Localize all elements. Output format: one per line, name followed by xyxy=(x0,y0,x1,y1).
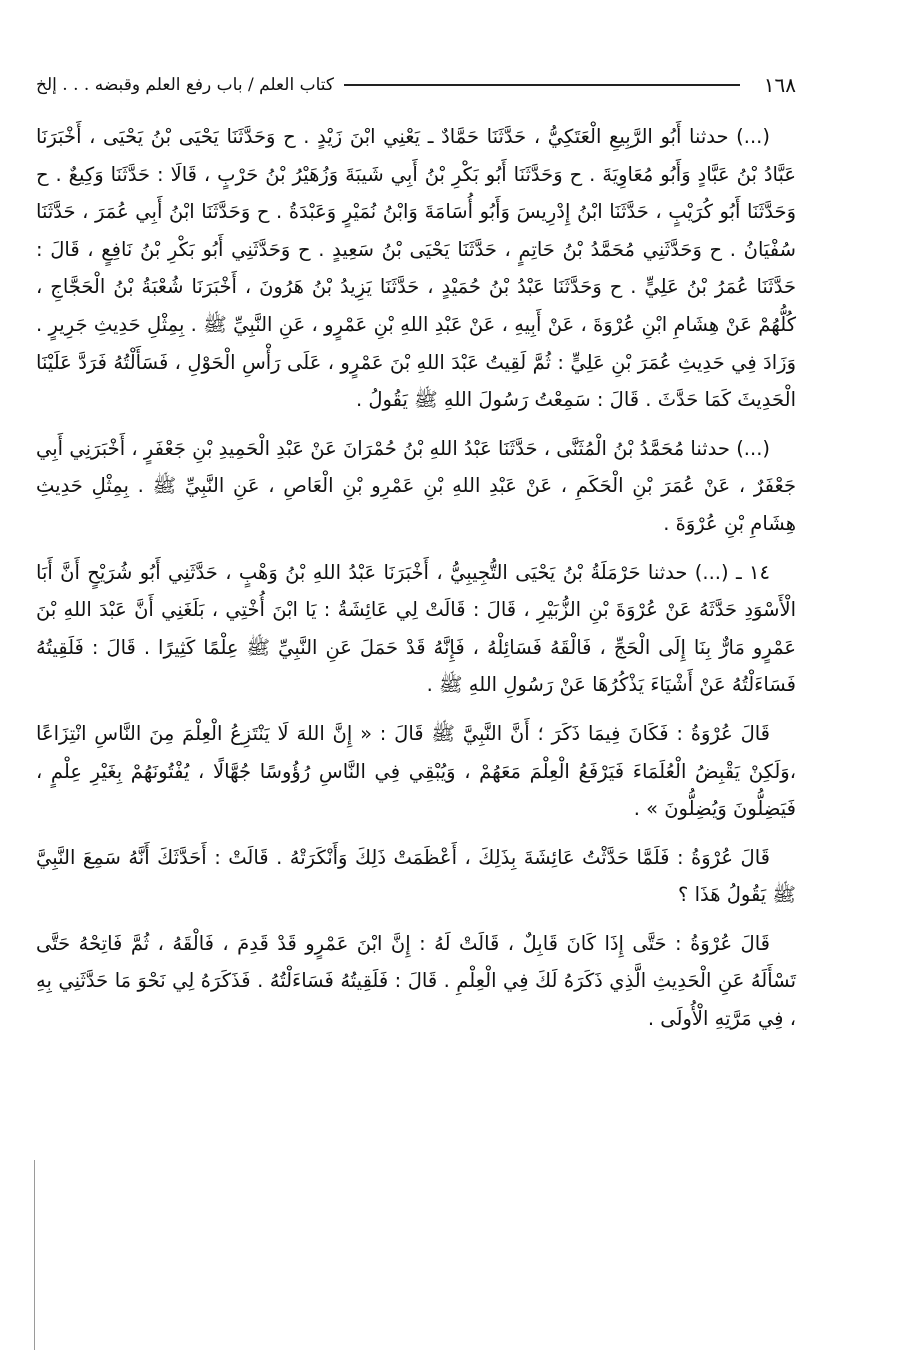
hadith-paragraph: (...) حدثنا أَبُو الرَّبِيعِ الْعَتَكِيُّ ، حَدَّثَنَا حَمَّادٌ ـ يَعْنِي ابْنَ زَيْدٍ . ح وَحَدَّثَنَا يَحْيَى بْنُ يَحْيَى ، أَخْبَرَنَا عَبَّادُ بْنُ عَبَّادٍ وَأَبُو مُعَاوِيَةَ . ح وَحَدَّثَنَا أَبُو بَكْرِ بْنُ أَبِي شَيبَةَ وَزُهَيْرُ بْنُ حَرْبٍ ، قَالَا : حَدَّثَنَا وَكِيعٌ . ح وَحَدَّثَنَا أَبُو كُرَيْبٍ ، حَدَّثَنَا ابْنُ إِدْرِيسَ وَأَبُو أُسَامَةَ وَابْنُ نُمَيْرٍ وَعَبْدَةُ . ح وَحَدَّثَنَا ابْنُ أَبِي عُمَرَ ، حَدَّثَنَا سُفْيَانُ . ح وَحَدَّثَنِي مُحَمَّدُ بْنُ حَاتِمٍ ، حَدَّثَنَا يَحْيَى بْنُ سَعِيدٍ . ح وَحَدَّثَنِي أَبُو بَكْرِ بْنُ نَافِعٍ ، قَالَ : حَدَّثَنَا عُمَرُ بْنُ عَلِيٍّ . ح وَحَدَّثَنَا عَبْدُ بْنُ حُمَيْدٍ ، حَدَّثَنَا يَزِيدُ بْنُ هَرُونَ ، أَخْبَرَنَا شُعْبَةُ بْنُ الْحَجَّاجِ ، كُلُّهُمْ عَنْ هِشَامِ ابْنِ عُرْوَةَ ، عَنْ أَبِيهِ ، عَنْ عَبْدِ اللهِ بْنِ عَمْرٍو ، عَنِ النَّبِيِّ ﷺ . بِمِثْلِ حَدِيثِ جَرِيرٍ . وَزَادَ فِي حَدِيثِ عُمَرَ بْنِ عَلِيٍّ : ثُمَّ لَقِيتُ عَبْدَ اللهِ بْنَ عَمْرٍو ، عَلَى رَأْسِ الْحَوْلِ ، فَسَأَلْتُهُ فَرَدَّ عَلَيْنَا الْحَدِيثَ كَمَا حَدَّثَ . قَالَ : سَمِعْتُ رَسُولَ اللهِ ﷺ يَقُولُ . xyxy=(36,125,796,412)
header-rule xyxy=(344,84,740,86)
page-body xyxy=(36,118,796,1049)
hadith-paragraph: (...) حدثنا مُحَمَّدُ بْنُ الْمُثَنَّى ، حَدَّثَنَا عَبْدُ اللهِ بْنُ حُمْرَانَ عَنْ عَبْدِ الْحَمِيدِ بْنِ جَعْفَرٍ ، أَخْبَرَنِي أَبِي جَعْفَرٌ ، عَنْ عُمَرَ بْنِ الْحَكَمِ ، عَنْ عَبْدِ اللهِ بْنِ عَمْرِو بْنِ الْعَاصِ ، عَنِ النَّبِيِّ ﷺ . بِمِثْلِ حَدِيثِ هِشَامِ بْنِ عُرْوَةَ . xyxy=(36,436,796,535)
hadith-paragraph: ١٤ ـ (...) حدثنا حَرْمَلَةُ بْنُ يَحْيَى التُّجِيبِيُّ ، أَخْبَرَنَا عَبْدُ اللهِ بْنُ وَهْبٍ ، حَدَّثَنِي أَبُو شُرَيْحٍ أَنَّ أَبَا الْأَسْوَدِ حَدَّثَهُ عَنْ عُرْوَةَ بْنِ الزُّبَيْرِ ، قَالَ : قَالَتْ لِي عَائِشَةُ : يَا ابْنَ أُخْتِي ، بَلَغَنِي أَنَّ عَبْدَ اللهِ بْنَ عَمْرٍو مَارٌّ بِنَا إِلَى الْحَجِّ ، فَالْقَهُ فَسَائِلْهُ ، فَإِنَّهُ قَدْ حَمَلَ عَنِ النَّبِيِّ ﷺ عِلْمًا كَثِيرًا . قَالَ : فَلَقِيتُهُ فَسَاءَلْتُهُ عَنْ أَشْيَاءَ يَذْكُرُهَا عَنْ رَسُولِ اللهِ ﷺ . xyxy=(36,560,796,697)
hadith-paragraph: قَالَ عُرْوَةُ : فَكَانَ فِيمَا ذَكَرَ ؛ أَنَّ النَّبِيَّ ﷺ قَالَ : « إِنَّ اللهَ لَا يَنْتَزِعُ الْعِلْمَ مِنَ النَّاسِ انْتِزَاعًا ،وَلَكِنْ يَقْبِضُ الْعُلَمَاءَ فَيَرْفَعُ الْعِلْمَ مَعَهُمْ ، وَيُبْقِي فِي النَّاسِ رُؤُوسًا جُهَّالًا ، يُفْتُونَهُمْ بِغَيْرِ عِلْمٍ ، فَيَضِلُّونَ وَيُضِلُّونَ » . xyxy=(36,721,796,821)
running-title: كتاب العلم / باب رفع العلم وقبضه . . . إلخ xyxy=(36,75,334,95)
scan-margin-line xyxy=(34,1160,35,1350)
hadith-paragraph: قَالَ عُرْوَةُ : فَلَمَّا حَدَّثْتُ عَائِشَةَ بِذَلِكَ ، أَعْظَمَتْ ذَلِكَ وَأَنْكَرَتْهُ . قَالَتْ : أَحَدَّثَكَ أَنَّهُ سَمِعَ النَّبِيَّ ﷺ يَقُولُ هَذَا ؟ xyxy=(36,845,796,907)
page-number: ١٦٨ xyxy=(763,73,796,97)
page-header xyxy=(36,68,796,102)
hadith-paragraph: قَالَ عُرْوَةُ : حَتَّى إِذَا كَانَ قَابِلٌ ، قَالَتْ لَهُ : إِنَّ ابْنَ عَمْرٍو قَدْ قَدِمَ ، فَالْقَهُ ، ثُمَّ فَاتِحْهُ حَتَّى تَسْأَلَهُ عَنِ الْحَدِيثِ الَّذِي ذَكَرَهُ لَكَ فِي الْعِلْمِ . قَالَ : فَلَقِيتُهُ فَسَاءَلْتُهُ . فَذَكَرَهُ لِي نَحْوَ مَا حَدَّثَنِي بِهِ ، فِي مَرَّتِهِ الْأُولَى . xyxy=(36,931,796,1031)
